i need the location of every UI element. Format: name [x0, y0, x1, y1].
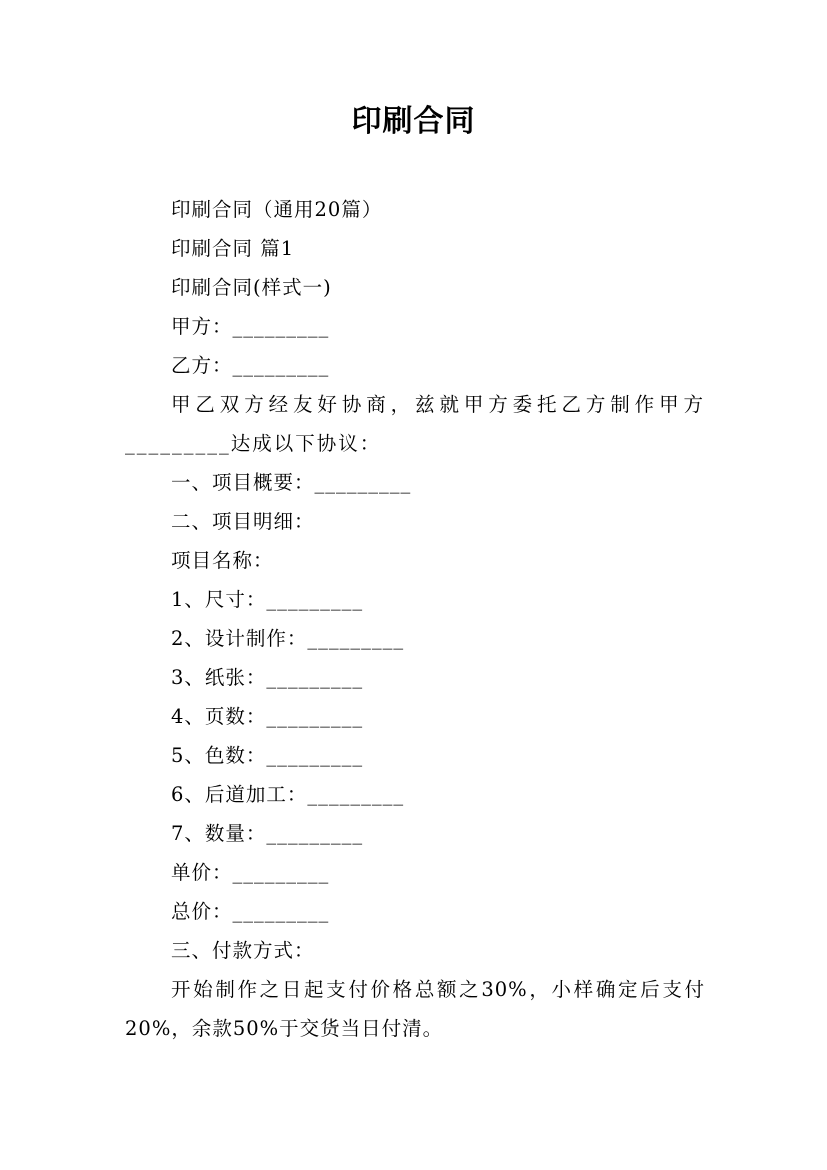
intro-paragraph: 甲乙双方经友好协商，兹就甲方委托乙方制作甲方_________达成以下协议：	[125, 393, 705, 455]
item-line: 3、纸张：_________	[171, 666, 364, 689]
payment-paragraph: 开始制作之日起支付价格总额之30%，小样确定后支付20%，余款50%于交货当日付清。	[125, 978, 705, 1040]
document-title: 印刷合同	[351, 104, 476, 139]
section-heading: 印刷合同 篇1	[171, 237, 295, 260]
party-b-line: 乙方：_________	[171, 354, 330, 377]
item-line: 总价：_________	[171, 900, 330, 923]
item-line: 单价：_________	[171, 861, 330, 884]
item-line: 一、项目概要：_________	[171, 471, 412, 494]
item-line: 1、尺寸：_________	[171, 588, 364, 611]
subtitle-line: 印刷合同（通用20篇）	[171, 198, 383, 221]
item-line: 6、后道加工：_________	[171, 783, 405, 806]
sample-heading: 印刷合同(样式一)	[171, 276, 332, 299]
item-line: 7、数量：_________	[171, 822, 364, 845]
document-body	[125, 190, 705, 1048]
item-line: 2、设计制作：_________	[171, 627, 405, 650]
party-a-line: 甲方：_________	[171, 315, 330, 338]
item-line: 二、项目明细：	[171, 510, 315, 533]
item-line: 项目名称：	[171, 549, 274, 572]
item-line: 5、色数：_________	[171, 744, 364, 767]
item-line: 4、页数：_________	[171, 705, 364, 728]
item-line: 三、付款方式：	[171, 939, 315, 962]
